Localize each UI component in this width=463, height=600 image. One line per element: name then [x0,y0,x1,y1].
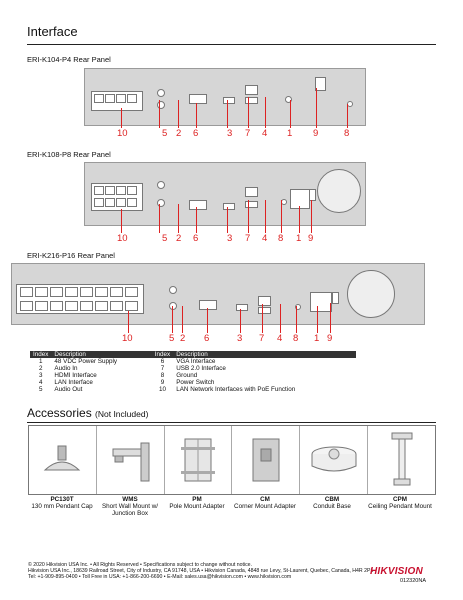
fan-icon [347,270,395,318]
callout: 2 [180,333,186,344]
callout: 10 [117,233,128,244]
callout: 8 [293,333,299,344]
callout: 9 [313,128,319,139]
wall-mount-icon [97,426,165,494]
table-row: 3 HDMI Interface 8 Ground [38,372,198,379]
panel-title-k216: ERI-K216-P16 Rear Panel [27,251,115,260]
audio-out-port [157,181,165,189]
callout: 5 [169,333,175,344]
table-row: 1 48 VDC Power Supply 6 VGA Interface [38,358,216,365]
section-title: Interface [27,24,78,39]
pole-mount-icon [165,426,233,494]
pendant-cap-icon [29,426,97,494]
doc-code: 012320NA [400,578,426,584]
callout: 4 [262,233,268,244]
lan-port [258,296,271,306]
callout: 4 [262,128,268,139]
power-port [310,292,332,312]
hdmi-port [223,97,235,104]
callout: 2 [176,128,182,139]
callout: 1 [287,128,293,139]
ceiling-pendant-icon [368,426,435,494]
vga-port [199,300,217,310]
audio-out-port [169,286,177,294]
callout: 6 [193,233,199,244]
hdmi-port [236,304,248,311]
callout: 9 [327,333,333,344]
fan-icon [317,169,361,213]
panel-title-k108: ERI-K108-P8 Rear Panel [27,150,111,159]
footer-address: Hikvision USA Inc., 18639 Railroad Street, City of Industry, CA 91748, USA • Hikvision Canada, 4848 rue Levy, St-Laurent, Quebec, Canada, H4R 2P1 [28,568,374,574]
callout: 2 [176,233,182,244]
callout: 8 [278,233,284,244]
accessories-grid [28,425,436,495]
callout: 3 [227,233,233,244]
conduit-base-icon [300,426,368,494]
callout: 5 [162,233,168,244]
accessory-label: PC130T 130 mm Pendant Cap [31,496,93,510]
usb-port [245,97,258,104]
rear-panel-k104 [84,68,366,126]
accessories-title: Accessories (Not Included) [27,406,149,420]
accessory-label: CPM Ceiling Pendant Mount [368,496,432,510]
lan-port [245,187,258,197]
callout: 8 [344,128,350,139]
rear-panel-k108 [84,162,366,226]
callout: 1 [296,233,302,244]
lan-port [245,85,258,95]
rear-panel-k216 [11,263,425,325]
index-table: Index Description Index Description 1 48 VDC Power Supply 6 VGA Interface 2 Audio In 7 USB 2.0 Interface 3 HDMI Interface 8 Ground 4 LAN Interface 9 Power Switch 5 Audio Out 10 LAN Network Interfaces with PoE Function [30,351,356,393]
footer-contact: Tel: +1-909-895-0400 • Toll Free in USA: +1-866-200-6690 • E-Mail: sales.usa@hikvision.com • www.hikvision.com [28,574,292,580]
callout: 3 [237,333,243,344]
table-row: 5 Audio Out 10 LAN Network Interfaces with PoE Function [38,386,296,393]
callout: 10 [122,333,133,344]
accessory-label: PM Pole Mount Adapter [169,496,225,510]
callout: 5 [162,128,168,139]
power-switch [332,292,339,304]
table-row: 4 LAN Interface 9 Power Switch [38,379,215,386]
usb-port [258,307,271,314]
power-port [290,189,310,209]
callout: 1 [314,333,320,344]
callout: 7 [245,233,251,244]
usb-port [245,201,258,208]
audio-out-port [157,89,165,97]
footer-copyright: © 2020 Hikvision USA Inc. • All Rights Reserved • Specifications subject to change without notice. [28,562,253,568]
callout: 4 [277,333,283,344]
callout: 9 [308,233,314,244]
accessory-label: CBM Conduit Base [313,496,351,510]
panel-title-k104: ERI-K104-P4 Rear Panel [27,55,111,64]
callout: 6 [204,333,210,344]
corner-mount-icon [232,426,300,494]
audio-in-port [169,302,177,310]
callout: 6 [193,128,199,139]
hdmi-port [223,203,235,210]
callout: 10 [117,128,128,139]
accessory-label: CM Corner Mount Adapter [234,496,296,510]
table-row: 2 Audio In 7 USB 2.0 Interface [38,365,226,372]
hikvision-logo: HIKVISION [370,566,423,577]
title-rule [27,44,436,45]
vga-port [189,200,207,210]
vga-port [189,94,207,104]
callout: 7 [245,128,251,139]
callout: 3 [227,128,233,139]
accessory-label: WMS Short Wall Mount w/ Junction Box [101,496,159,517]
callout: 7 [259,333,265,344]
